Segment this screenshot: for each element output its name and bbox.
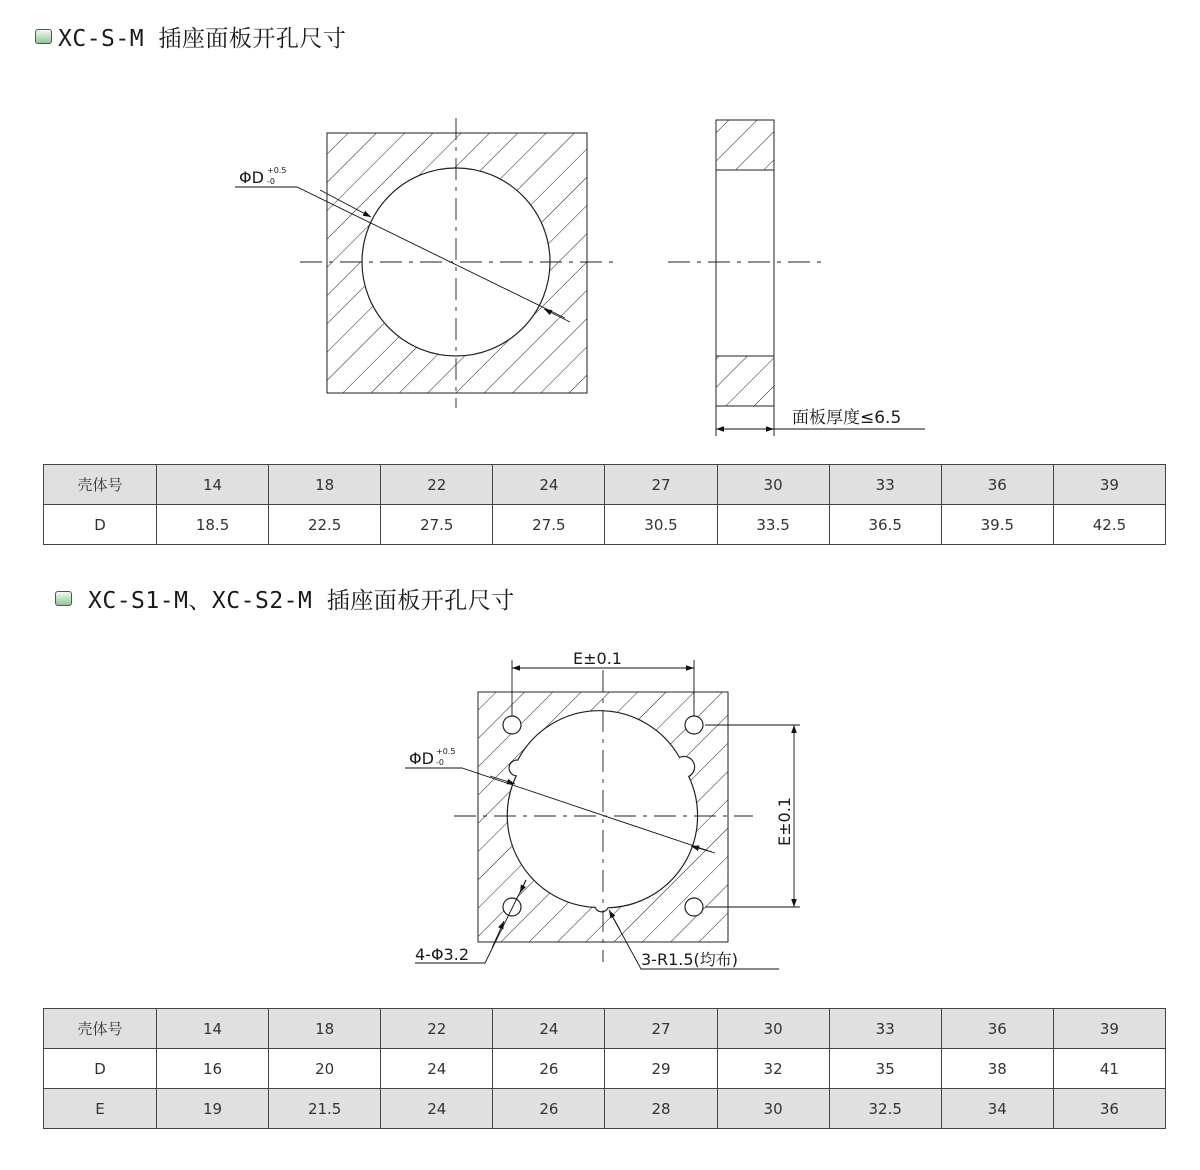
value-cell: 19: [157, 1089, 269, 1129]
table-row: [44, 465, 1166, 505]
section2-title: XC-S1-M、XC-S2-M 插座面板开孔尺寸: [88, 588, 515, 614]
value-cell: 33.5: [717, 505, 829, 545]
size-cell: 39: [1053, 1009, 1165, 1049]
table-header-cell: 壳体号: [44, 465, 157, 505]
value-cell: 28: [605, 1089, 717, 1129]
value-cell: 18.5: [157, 505, 269, 545]
size-cell: 14: [157, 465, 269, 505]
notch-label: 3-R1.5(均布): [641, 950, 739, 969]
table-row: [44, 1089, 1166, 1129]
value-cell: 36.5: [829, 505, 941, 545]
panel-front-view-1: [235, 118, 614, 408]
row-label: E: [44, 1089, 157, 1129]
table-row: [44, 1009, 1166, 1049]
panel-side-view: [668, 120, 925, 436]
size-cell: 30: [717, 465, 829, 505]
size-cell: 30: [717, 1009, 829, 1049]
size-cell: 24: [493, 1009, 605, 1049]
cutout-table-1: [43, 464, 1166, 545]
value-cell: 35: [829, 1049, 941, 1089]
size-cell: 22: [381, 465, 493, 505]
diameter-label-2: ΦD: [409, 749, 434, 768]
diameter-label: ΦD: [239, 168, 264, 187]
size-cell: 18: [269, 1009, 381, 1049]
panel-front-view-2: [405, 649, 800, 969]
cutout-table-2: [43, 1008, 1166, 1129]
size-cell: 22: [381, 1009, 493, 1049]
row-label: D: [44, 505, 157, 545]
value-cell: 26: [493, 1049, 605, 1089]
e-vertical-label: E±0.1: [775, 797, 794, 846]
svg-text:-0: -0: [436, 758, 444, 767]
e-horizontal-label: E±0.1: [573, 649, 622, 668]
size-cell: 33: [829, 1009, 941, 1049]
table-row: [44, 505, 1166, 545]
size-cell: 24: [493, 465, 605, 505]
value-cell: 26: [493, 1089, 605, 1129]
thickness-label: 面板厚度≤6.5: [792, 408, 902, 428]
value-cell: 24: [381, 1049, 493, 1089]
diameter-tol-upper: +0.5: [267, 166, 287, 175]
value-cell: 27.5: [381, 505, 493, 545]
value-cell: 38: [941, 1049, 1053, 1089]
value-cell: 32.5: [829, 1089, 941, 1129]
value-cell: 27.5: [493, 505, 605, 545]
value-cell: 24: [381, 1089, 493, 1129]
value-cell: 34: [941, 1089, 1053, 1129]
size-cell: 14: [157, 1009, 269, 1049]
section1-title: XC-S-M 插座面板开孔尺寸: [58, 26, 347, 52]
value-cell: 36: [1053, 1089, 1165, 1129]
value-cell: 41: [1053, 1049, 1165, 1089]
size-cell: 18: [269, 465, 381, 505]
value-cell: 42.5: [1053, 505, 1165, 545]
value-cell: 30.5: [605, 505, 717, 545]
svg-text:+0.5: +0.5: [436, 747, 456, 756]
table-header-cell: 壳体号: [44, 1009, 157, 1049]
value-cell: 39.5: [941, 505, 1053, 545]
value-cell: 21.5: [269, 1089, 381, 1129]
size-cell: 36: [941, 1009, 1053, 1049]
table-row: [44, 1049, 1166, 1089]
size-cell: 36: [941, 465, 1053, 505]
size-cell: 39: [1053, 465, 1165, 505]
size-cell: 27: [605, 465, 717, 505]
value-cell: 30: [717, 1089, 829, 1129]
size-cell: 33: [829, 465, 941, 505]
value-cell: 20: [269, 1049, 381, 1089]
value-cell: 32: [717, 1049, 829, 1089]
value-cell: 29: [605, 1049, 717, 1089]
value-cell: 22.5: [269, 505, 381, 545]
diameter-tol-lower: -0: [267, 177, 275, 186]
size-cell: 27: [605, 1009, 717, 1049]
row-label: D: [44, 1049, 157, 1089]
holes-label: 4-Φ3.2: [415, 945, 469, 964]
value-cell: 16: [157, 1049, 269, 1089]
